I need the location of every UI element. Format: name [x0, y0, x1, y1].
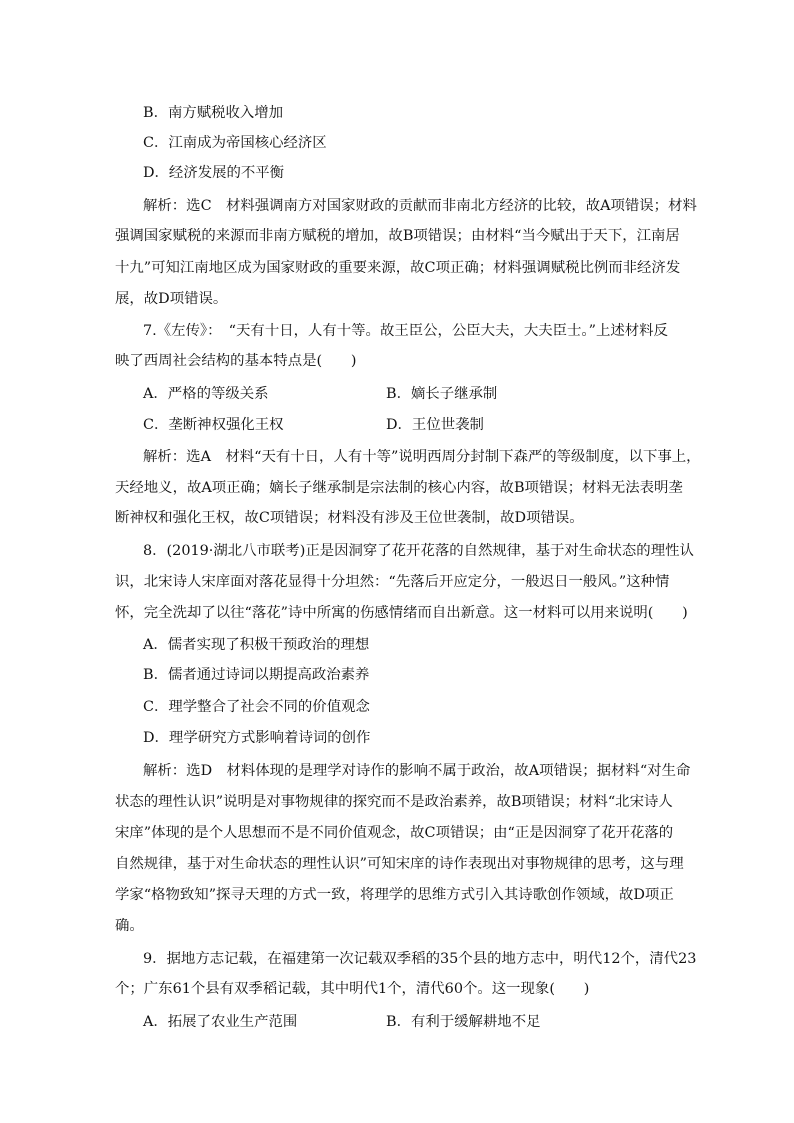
- q6-option-d: D．经济发展的不平衡: [143, 165, 285, 181]
- q8-stem-line-2: 识，北宋诗人宋庠面对落花显得十分坦然：“先落后开应定分，一般迟日一般风。”这种情: [115, 574, 670, 590]
- q8-analysis-line-4: 自然规律，基于对生命状态的理性认识”可知宋庠的诗作表现出对事物规律的思考，这与理: [115, 856, 684, 872]
- q8-analysis-line-1: 解析：选D 材料体现的是理学对诗作的影响不属于政治，故A项错误；据材料“对生命: [143, 763, 691, 779]
- q7-option-b: B．嫡长子继承制: [386, 386, 498, 402]
- q8-option-a: A．儒者实现了积极干预政治的理想: [143, 637, 370, 653]
- q7-option-a: A．严格的等级关系: [143, 386, 269, 402]
- q9-option-b: B．有利于缓解耕地不足: [386, 1014, 541, 1030]
- q6-analysis-line-3: 十九”可知江南地区成为国家财政的重要来源，故C项正确；材料强调赋税比例而非经济发: [115, 260, 681, 276]
- q8-analysis-line-5: 学家“格物致知”探寻天理的方式一致，将理学的思维方式引入其诗歌创作领域，故D项正: [115, 887, 674, 903]
- q8-option-d: D．理学研究方式影响着诗词的创作: [143, 730, 371, 746]
- q7-analysis-line-2: 天经地义，故A项正确；嫡长子继承制是宗法制的核心内容，故B项错误；材料无法表明垄: [115, 480, 683, 496]
- q9-option-a: A．拓展了农业生产范围: [143, 1014, 298, 1030]
- q6-option-b: B．南方赋税收入增加: [143, 105, 284, 121]
- q6-option-c: C．江南成为帝国核心经济区: [143, 135, 327, 151]
- q9-stem-line-2: 个；广东61个县有双季稻记载，其中明代1个，清代60个。这一现象( ): [115, 981, 590, 997]
- q6-analysis-line-4: 展，故D项错误。: [115, 291, 228, 307]
- q8-option-c: C．理学整合了社会不同的价值观念: [143, 699, 370, 715]
- q8-analysis-line-6: 确。: [115, 918, 144, 934]
- q8-option-b: B．儒者通过诗词以期提高政治素养: [143, 667, 370, 683]
- q8-stem-line-3: 怀，完全洗却了以往“落花”诗中所寓的伤感情绪而自出新意。这一材料可以用来说明( ): [115, 605, 688, 621]
- q7-stem-line-1: 7.《左传》： “天有十日，人有十等。故王臣公，公臣大夫，大夫臣士。”上述材料反: [143, 323, 668, 339]
- q7-option-c: C．垄断神权强化王权: [143, 417, 284, 433]
- q9-stem-line-1: 9．据地方志记载，在福建第一次记载双季稻的35个县的地方志中，明代12个，清代23: [143, 951, 697, 967]
- q8-analysis-line-2: 状态的理性认识”说明是对事物规律的探究而不是政治素养，故B项错误；材料“北宋诗人: [115, 794, 673, 810]
- q6-analysis-line-2: 强调国家赋税的来源而非南方赋税的增加，故B项错误；由材料“当今赋出于天下，江南居: [115, 228, 680, 244]
- q7-analysis-line-1: 解析：选A 材料“天有十日，人有十等”说明西周分封制下森严的等级制度，以下事上，: [143, 449, 701, 465]
- q8-analysis-line-3: 宋庠”体现的是个人思想而不是不同价值观念，故C项错误；由“正是因洞穿了花开花落的: [115, 825, 674, 841]
- q8-stem-line-1: 8．(2019·湖北八市联考)正是因洞穿了花开花落的自然规律，基于对生命状态的理性认: [143, 543, 694, 559]
- q6-analysis-line-1: 解析：选C 材料强调南方对国家财政的贡献而非南北方经济的比较，故A项错误；材料: [143, 198, 697, 214]
- q7-stem-line-2: 映了西周社会结构的基本特点是( ): [115, 353, 357, 369]
- q7-option-d: D．王位世袭制: [386, 417, 484, 433]
- q7-analysis-line-3: 断神权和强化王权，故C项错误；材料没有涉及王位世袭制，故D项错误。: [115, 510, 584, 526]
